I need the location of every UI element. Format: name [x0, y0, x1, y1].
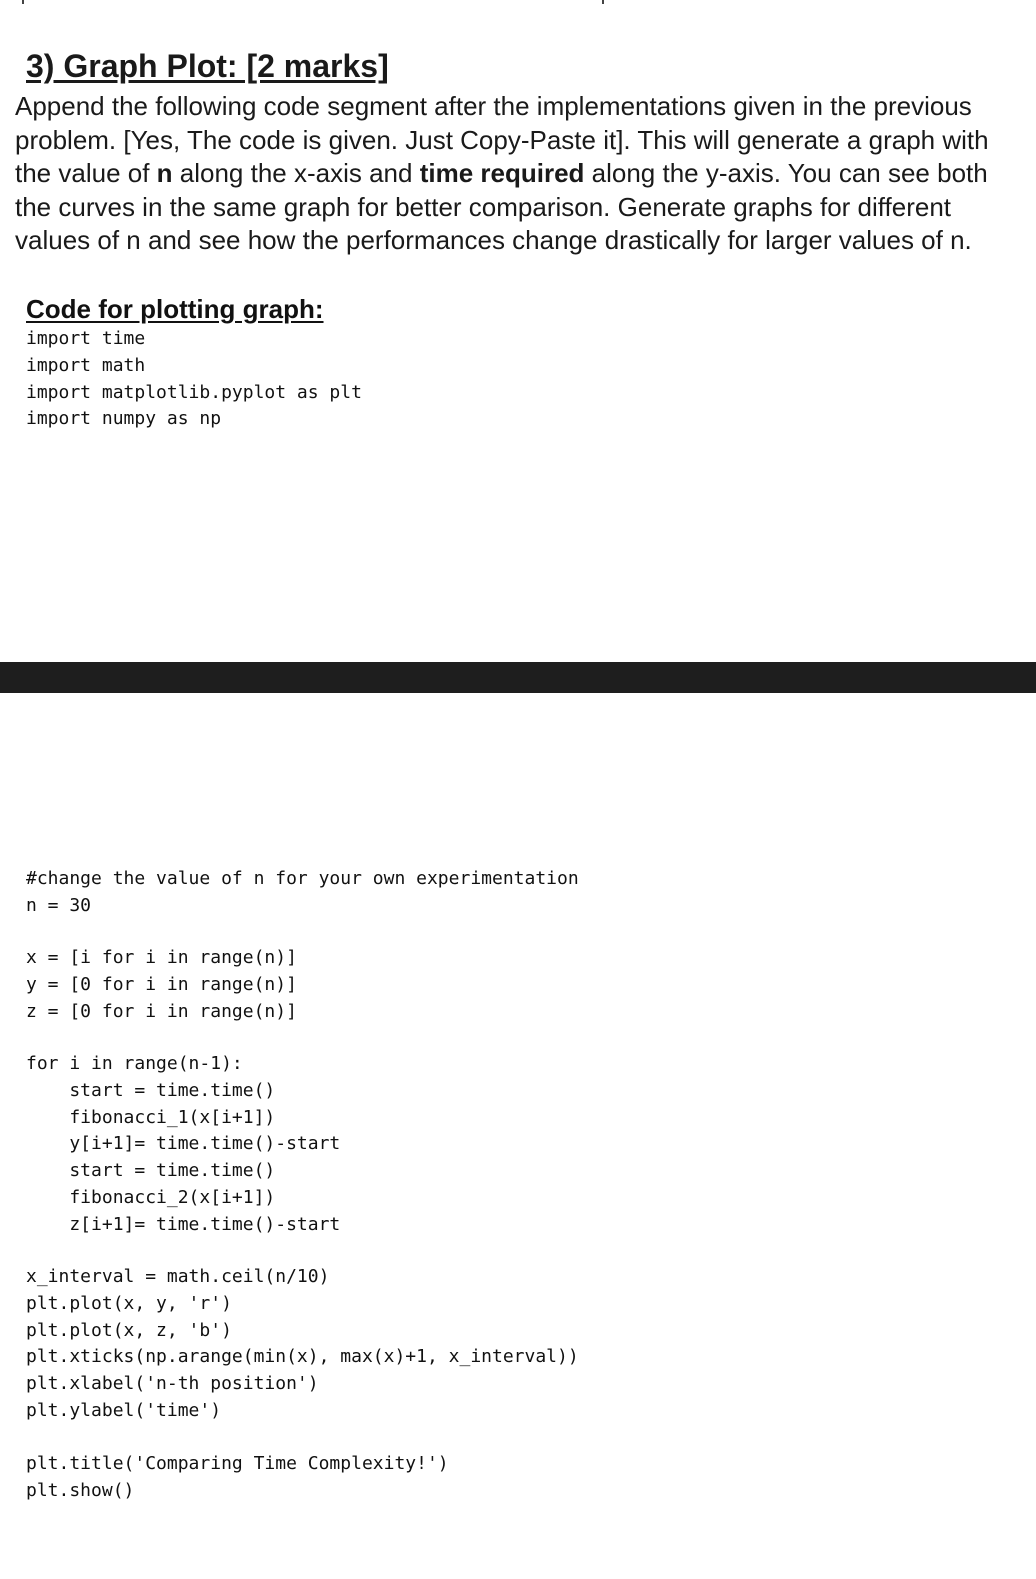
code-block-loop: for i in range(n-1): start = time.time() fibonacci_1(x[i+1]) y[i+1]= time.time()-start start = time.time() fibonacci_2(x[i+1]) z[i+1]= time.time()-start	[26, 1053, 341, 1235]
intro-bold-n: n	[156, 158, 173, 189]
intro-text-3: along the y-axis. You can see both the curves in the same graph for better comparison. Generate graphs for different values of n and see how the performances change drastically for larger values of n.	[15, 158, 988, 256]
code-block-imports: import time import math import matplotlib.pyplot as plt import numpy as np	[26, 328, 362, 430]
code-heading: Code for plotting graph:	[26, 294, 324, 324]
code-block-n-setup: #change the value of n for your own experimentation n = 30	[26, 868, 579, 916]
intro-text-2: along the x-axis and	[172, 158, 420, 189]
intro-text-1: Append the following code segment after the implementations given in the previous problem. [Yes, The code is given. Just Copy-Paste it]. This will generate a graph with the value of	[15, 91, 989, 189]
code-block-lists: x = [i for i in range(n)] y = [0 for i in range(n)] z = [0 for i in range(n)]	[26, 947, 297, 1022]
code-block-plot: x_interval = math.ceil(n/10) plt.plot(x, y, 'r') plt.plot(x, z, 'b') plt.xticks(np.arange(min(x), max(x)+1, x_interval)) plt.xlabel('n-th position') plt.ylabel('time')	[26, 1266, 579, 1421]
intro-paragraph	[15, 90, 1025, 258]
section-heading: 3) Graph Plot: [2 marks]	[26, 48, 389, 84]
code-block-show: plt.title('Comparing Time Complexity!') plt.show()	[26, 1453, 449, 1501]
intro-bold-time-required: time required	[419, 158, 585, 189]
previous-page-cutoff	[0, 0, 1036, 4]
page-divider	[0, 662, 1036, 693]
